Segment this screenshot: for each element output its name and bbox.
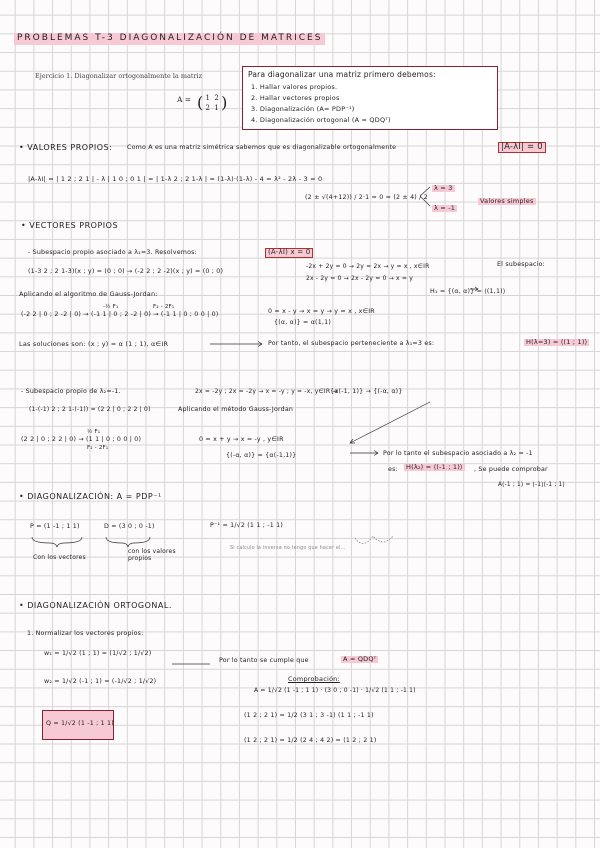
conclusion-1-highlight: H(λ=3) = ⟨(1 ; 1)⟩ bbox=[526, 338, 588, 346]
conclusion-1: Por tanto, el subespacio perteneciente a λ₁=3 es: bbox=[268, 340, 435, 347]
page-title: PROBLEMAS T-3 DIAGONALIZACIÓN DE MATRICES bbox=[14, 33, 325, 45]
gauss2-op-2: F₂ - 2F₁ bbox=[87, 445, 109, 451]
faint-squiggle bbox=[355, 536, 393, 544]
exercise-matrix-prefix: A = bbox=[177, 95, 192, 104]
quadratic-formula: (2 ± √(4+12)) / 2·1 = 0 = (2 ± 4) / 2 bbox=[305, 194, 428, 201]
arrow-2 bbox=[210, 342, 262, 347]
valores-propios-text: Como A es una matriz simétrica sabemos que es diagonalizable ortogonalmente bbox=[127, 144, 397, 151]
step-item-4: 4. Diagonalización ortogonal (A = QDQᵀ) bbox=[251, 116, 391, 124]
arrow-4 bbox=[350, 451, 378, 456]
matrix-P-inverse: P⁻¹ = 1/√2 (1 1 ; -1 1) bbox=[210, 522, 284, 529]
matrix-D: D = (3 0 ; 0 -1) bbox=[104, 523, 155, 530]
simple-values-note: Valores simples bbox=[480, 197, 534, 205]
exercise-label: Ejercicio 1. Diagonalizar ortogonalmente la matriz bbox=[35, 72, 203, 80]
gauss2-op-1: ½ F₁ bbox=[87, 429, 101, 435]
check-line-3: (1 2 ; 2 1) = 1/2 (2 4 ; 4 2) = (1 2 ; 2 1) bbox=[244, 737, 377, 744]
D-note: con los valores propios bbox=[128, 548, 176, 562]
step-item-3: 3. Diagonalización (A= PDP⁻¹) bbox=[251, 105, 355, 113]
equation-1: -2x + 2y = 0 → 2y = 2x → y = x , x∈IR bbox=[306, 263, 430, 270]
gauss-op-1: -½ F₁ bbox=[103, 304, 119, 310]
subspace-label: El subespacio: bbox=[497, 261, 545, 268]
characteristic-eq-highlight: |A-λI| = 0 bbox=[498, 142, 546, 153]
parametrization-3: 0 = x + y → x = -y , y∈IR bbox=[199, 436, 284, 443]
check-equation: A(-1 ; 1) = (-1)(-1 ; 1) bbox=[498, 482, 565, 488]
orthogonal-then-highlight: A = QDQᵀ bbox=[343, 655, 377, 663]
conclusion-2b: es: bbox=[388, 466, 398, 473]
brace-D bbox=[106, 537, 150, 547]
system-2: 2x = -2y ; 2x = -2y → x = -y ; y = -x, y∈IR → bbox=[195, 388, 338, 395]
diagonalizacion-heading: • DIAGONALIZACIÓN: A = PDP⁻¹ bbox=[19, 492, 162, 501]
determinant-line: |A-λI| = | 1 2 ; 2 1 | - λ | 1 0 ; 0 1 | = | 1-λ 2 ; 2 1-λ | = (1-λ)·(1-λ) - 4 = λ² - 2λ - 3 = 0 bbox=[28, 175, 323, 183]
gauss-matrix-1: (-2 2 | 0 ; 2 -2 | 0) → (-1 1 | 0 ; 2 -2 | 0) → (-1 1 | 0 ; 0 0 | 0) bbox=[21, 311, 219, 318]
solution-2: {α(-1, 1)} → {(-α, α)} bbox=[330, 388, 403, 395]
check-line-2: (1 2 ; 2 1) = 1/2 (3 1 ; 3 -1) (1 1 ; -1 1) bbox=[244, 712, 374, 719]
valores-propios-heading: • VALORES PROPIOS: bbox=[19, 143, 113, 152]
arrow-1 bbox=[470, 287, 478, 291]
subspace-1-label: - Subespacio propio asociado a λ₁=3. Resolvemos: bbox=[28, 249, 197, 256]
root-brace-arrow bbox=[420, 187, 430, 206]
subspace-1-equation: (A-λI) x = 0 bbox=[265, 248, 313, 258]
ortogonal-step-1: 1. Normalizar los vectores propios: bbox=[27, 630, 144, 637]
system-1: (1-3 2 ; 2 1-3)(x ; y) = (0 ; 0) → (-2 2 ; 2 -2)(x ; y) = (0 ; 0) bbox=[28, 268, 224, 275]
brace-P bbox=[32, 537, 82, 547]
exercise-matrix: ( 1 2 2 1 ) bbox=[197, 93, 228, 112]
orthogonal-then: Por lo tanto se cumple que bbox=[219, 657, 309, 664]
matrix-2: (1-(-1) 2 ; 2 1-(-1)) = (2 2 | 0 ; 2 2 | 0) bbox=[29, 406, 151, 413]
gauss-matrix-2: (2 2 | 0 ; 2 2 | 0) → (1 1 | 0 ; 0 0 | 0) bbox=[21, 436, 142, 443]
steps-heading: Para diagonalizar una matriz primero debemos: bbox=[248, 70, 436, 79]
conclusion-2-highlight: H(λ₂) = ⟨(-1 ; 1)⟩ bbox=[406, 463, 463, 471]
step-item-2: 2. Hallar vectores propios bbox=[251, 94, 340, 102]
arrow-3 bbox=[350, 402, 430, 443]
parametrization-2: {(α, α)} = α(1,1) bbox=[274, 319, 331, 326]
vector-w1: w₁ = 1/√2 (1 ; 1) = (1/√2 ; 1/√2) bbox=[44, 650, 152, 657]
step-item-1: 1. Hallar valores propios. bbox=[251, 83, 338, 91]
conclusion-2: Por lo tanto el subespacio asociado a λ₂ = -1 bbox=[383, 450, 533, 457]
set-3: {(-α, α)} = {α(-1,1)} bbox=[226, 452, 297, 459]
root-2: λ = -1 bbox=[434, 204, 456, 212]
matrix-Q: Q = 1/√2 (1 -1 ; 1 1) bbox=[46, 720, 114, 727]
gauss-jordan-2-label: Aplicando el método Gauss-Jordan bbox=[178, 406, 294, 413]
parametrization-1: 0 = x - y → x = y → y = x , x∈IR bbox=[268, 308, 375, 315]
faint-note: Si calculo la inversa no tengo que hacer el... bbox=[230, 546, 346, 551]
matrix-P: P = (1 -1 ; 1 1) bbox=[30, 523, 80, 530]
H1-definition: H₁ = {(α, α)} = ⟨(1,1)⟩ bbox=[430, 288, 506, 295]
equation-2: 2x - 2y = 0 → 2x - 2y = 0 → x = y bbox=[306, 275, 413, 282]
gauss-jordan-label: Aplicando el algoritmo de Gauss-Jordan: bbox=[19, 290, 158, 298]
check-line-1: A = 1/√2 (1 -1 ; 1 1) · (3 0 ; 0 -1) · 1/√2 (1 1 ; -1 1) bbox=[254, 687, 416, 694]
vector-w2: w₂ = 1/√2 (-1 ; 1) = (-1/√2 ; 1/√2) bbox=[44, 678, 157, 685]
subspace-2-label: - Subespacio propio de λ₂=-1. bbox=[21, 388, 121, 395]
vectores-propios-heading: • VECTORES PROPIOS bbox=[21, 221, 119, 230]
gauss-op-2: F₂ - 2F₁ bbox=[153, 304, 175, 310]
root-1: λ = 3 bbox=[434, 184, 453, 192]
solutions-line: Las soluciones son: (x ; y) = α (1 ; 1), α∈IR bbox=[19, 340, 169, 348]
comprobacion-label: Comprobación: bbox=[288, 675, 340, 683]
P-note: Con los vectores bbox=[33, 554, 86, 561]
ortogonal-heading: • DIAGONALIZACIÓN ORTOGONAL. bbox=[19, 601, 172, 610]
check-label: , Se puede comprobar bbox=[474, 466, 548, 473]
